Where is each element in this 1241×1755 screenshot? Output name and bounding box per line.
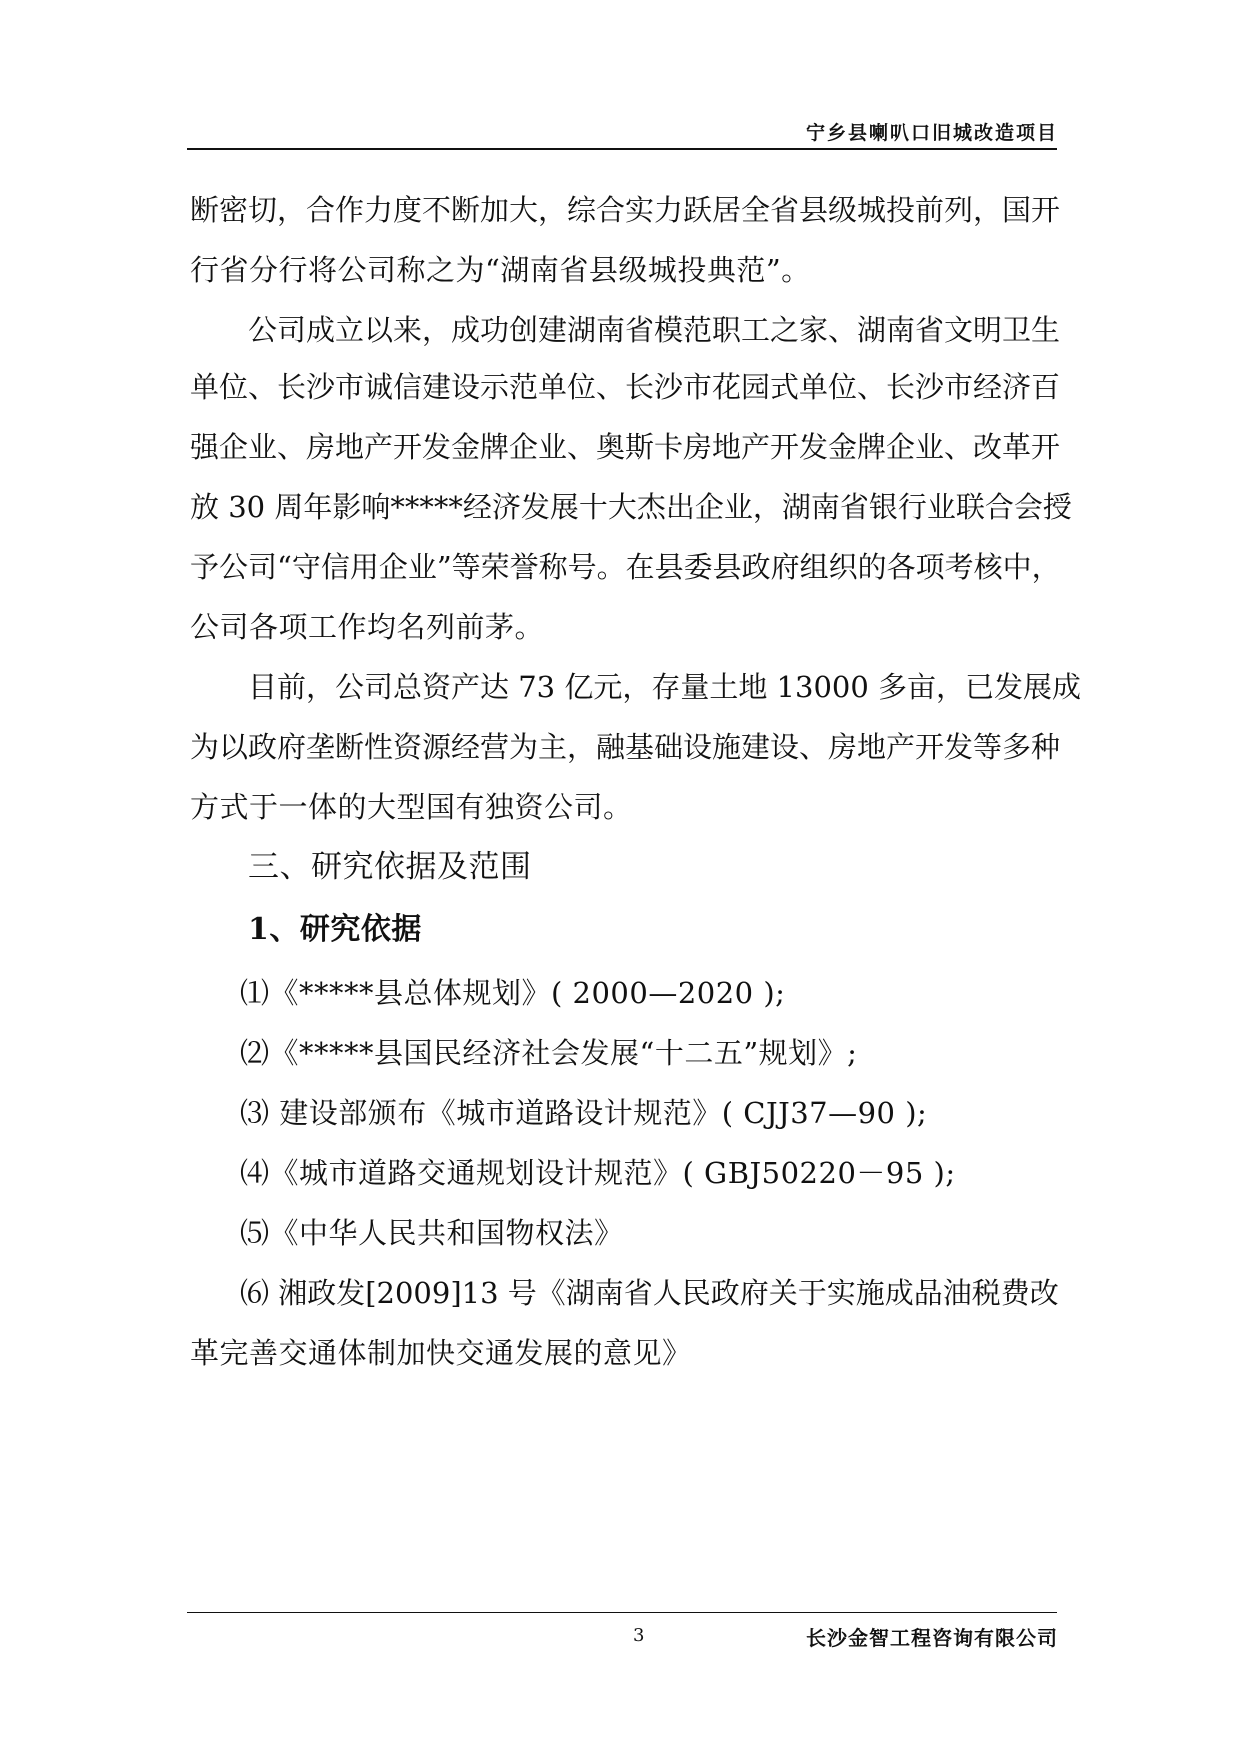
paragraph-line: 公司各项工作均名列前茅。 [190, 610, 545, 644]
paragraph-line: 公司成立以来，成功创建湖南省模范职工之家、湖南省文明卫生 [248, 313, 1061, 347]
paragraph-line: 目前，公司总资产达 73 亿元，存量土地 13000 多亩，已发展成 [248, 670, 1082, 704]
paragraph-line: 为以政府垄断性资源经营为主，融基础设施建设、房地产开发等多种 [190, 730, 1061, 764]
reference-item: ⑹ 湘政发[2009]13 号《湖南省人民政府关于实施成品油税费改 [240, 1276, 1059, 1310]
paragraph-line: 予公司“守信用企业”等荣誉称号。在县委县政府组织的各项考核中， [190, 550, 1061, 584]
paragraph-line: 行省分行将公司称之为“湖南省县级城投典范”。 [190, 253, 811, 287]
paragraph-line: 强企业、房地产开发金牌企业、奥斯卡房地产开发金牌企业、改革开 [190, 430, 1061, 464]
paragraph-line: 单位、长沙市诚信建设示范单位、长沙市花园式单位、长沙市经济百 [190, 370, 1061, 404]
reference-item: ⑴《*****县总体规划》( 2000—2020 ); [240, 976, 786, 1010]
paragraph-line: 断密切，合作力度不断加大，综合实力跃居全省县级城投前列，国开 [190, 193, 1061, 227]
reference-item: ⑸《中华人民共和国物权法》 [240, 1216, 624, 1250]
reference-item: ⑷《城市道路交通规划设计规范》( GBJ50220－95 ); [240, 1156, 956, 1190]
header-divider [187, 148, 1057, 150]
paragraph-line: 方式于一体的大型国有独资公司。 [190, 790, 633, 824]
header-title: 宁乡县喇叭口旧城改造项目 [805, 122, 1058, 144]
section-heading: 三、研究依据及范围 [248, 849, 532, 885]
page-number: 3 [633, 1625, 645, 1646]
reference-item-continuation: 革完善交通体制加快交通发展的意见》 [190, 1336, 692, 1370]
footer-company: 长沙金智工程咨询有限公司 [806, 1626, 1058, 1650]
footer-divider [187, 1612, 1057, 1613]
reference-item: ⑵《*****县国民经济社会发展“十二五”规划》; [240, 1036, 858, 1070]
paragraph-line: 放 30 周年影响*****经济发展十大杰出企业，湖南省银行业联合会授 [190, 490, 1072, 524]
reference-item: ⑶ 建设部颁布《城市道路设计规范》( CJJ37—90 ); [240, 1096, 928, 1130]
subsection-heading: 1、研究依据 [248, 912, 422, 947]
